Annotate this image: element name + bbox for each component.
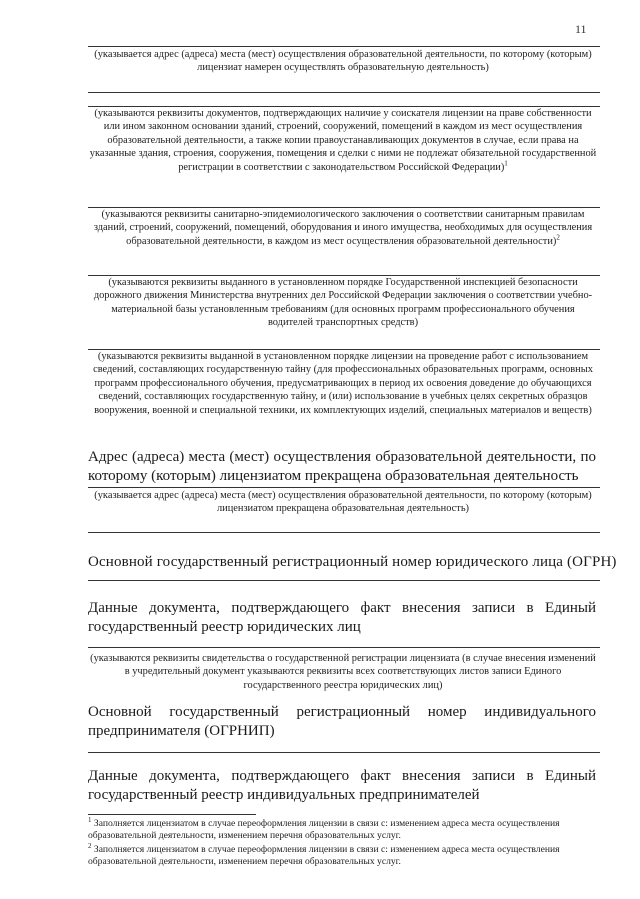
heading-legal-entity-register: Данные документа, подтверждающего факт внесения записи в Единый государственный реестр юридических лиц <box>88 600 596 635</box>
note-address-terminated: (указывается адрес (адреса) места (мест) осуществления образовательной деятельности, по которому (которым) лицензиатом прекращена образовательная деятельность) <box>94 490 592 515</box>
footnote-ref: 2 <box>556 233 560 242</box>
footnote-ref: 1 <box>504 159 508 168</box>
fill-line <box>88 752 600 753</box>
heading-entrepreneur-register: Данные документа, подтверждающего факт внесения записи в Единый государственный реестр индивидуальных предпринимателей <box>88 768 596 803</box>
fill-line <box>88 580 600 581</box>
note-state-secret-license: (указываются реквизиты выданной в установленном порядке лицензии на проведение работ с использованием сведений, составляющих государственную тайну (для профессиональных образовательных программ, основных программ профессионального обучения, предусматривающих в период их освоения доведение до обучающихся сведений, составляющих государственную тайну, и (или) использование в учебных целях секретных образцов вооружения, военной и специальной техники, их комплектующих изделий, специальных материалов и веществ) <box>93 351 593 416</box>
footnote-2: $^2$ Заполняется лицензиатом в случае переоформления лицензии в связи с: изменением адреса места осуществления образовательной деятельности, изменением перечня образовательных услуг. <box>88 841 560 868</box>
heading-ogrn: Основной государственный регистрационный номер юридического лица (ОГРН) <box>88 554 617 570</box>
fill-line <box>88 92 600 93</box>
note-sanitary-conclusion: (указываются реквизиты санитарно-эпидемиологического заключения о соответствии санитарным правилам зданий, строений, сооружений, помещений, оборудования и иного имущества, необходимых для осуществления образовательной деятельности, в каждом из мест осуществления образовательной деятельности)$^2$ <box>93 209 593 247</box>
heading-address-terminated: Адрес (адреса) места (мест) осуществления образовательной деятельности, по которому (которым) лицензиатом прекращена образовательная деятельность <box>88 449 596 484</box>
footnote-1: $^1$ Заполняется лицензиатом в случае переоформления лицензии в связи с: изменением адреса места осуществления образовательной деятельности, изменением перечня образовательных услуг. <box>88 815 560 842</box>
fill-line <box>88 46 600 47</box>
page-number: 11 <box>575 22 587 36</box>
heading-ogrnip: Основной государственный регистрационный номер индивидуального предпринимателя (ОГРНИП) <box>88 704 596 739</box>
note-traffic-inspection: (указываются реквизиты выданного в установленном порядке Государственной инспекцией безопасности дорожного движения Министерства внутренних дел Российской Федерации заключения о соответствии учебно-материальной базы установленным требованиям (для основных программ профессионального обучения водителей транспортных средств) <box>93 277 593 329</box>
note-property-documents: (указываются реквизиты документов, подтверждающих наличие у соискателя лицензии на праве собственности или ином законном основании зданий, строений, сооружений, помещений в каждом из мест осуществления образовательной деятельности, а также копии правоустанавливающих документов в случае, если права на указанные здания, строения, сооружения, помещения и сделки с ними не подлежат обязательной государственной регистрации в соответствии с законодательством Российской Федерации)$^1$ <box>89 108 597 173</box>
footnote-separator <box>88 814 256 815</box>
fill-line <box>88 487 600 488</box>
fill-line <box>88 647 600 648</box>
fill-line <box>88 532 600 533</box>
footnote-mark: 1 <box>88 815 92 824</box>
note-registration-certificate: (указываются реквизиты свидетельства о государственной регистрации лицензиата (в случае внесения изменений в учредительный документ указываются реквизиты всех соответствующих листов записи Единого государственного реестра юридических лиц) <box>90 653 596 691</box>
note-address-planned: (указывается адрес (адреса) места (мест) осуществления образовательной деятельности, по которому (которым) лицензиат намерен осуществлять образовательную деятельность) <box>94 49 592 74</box>
footnote-mark: 2 <box>88 841 92 850</box>
